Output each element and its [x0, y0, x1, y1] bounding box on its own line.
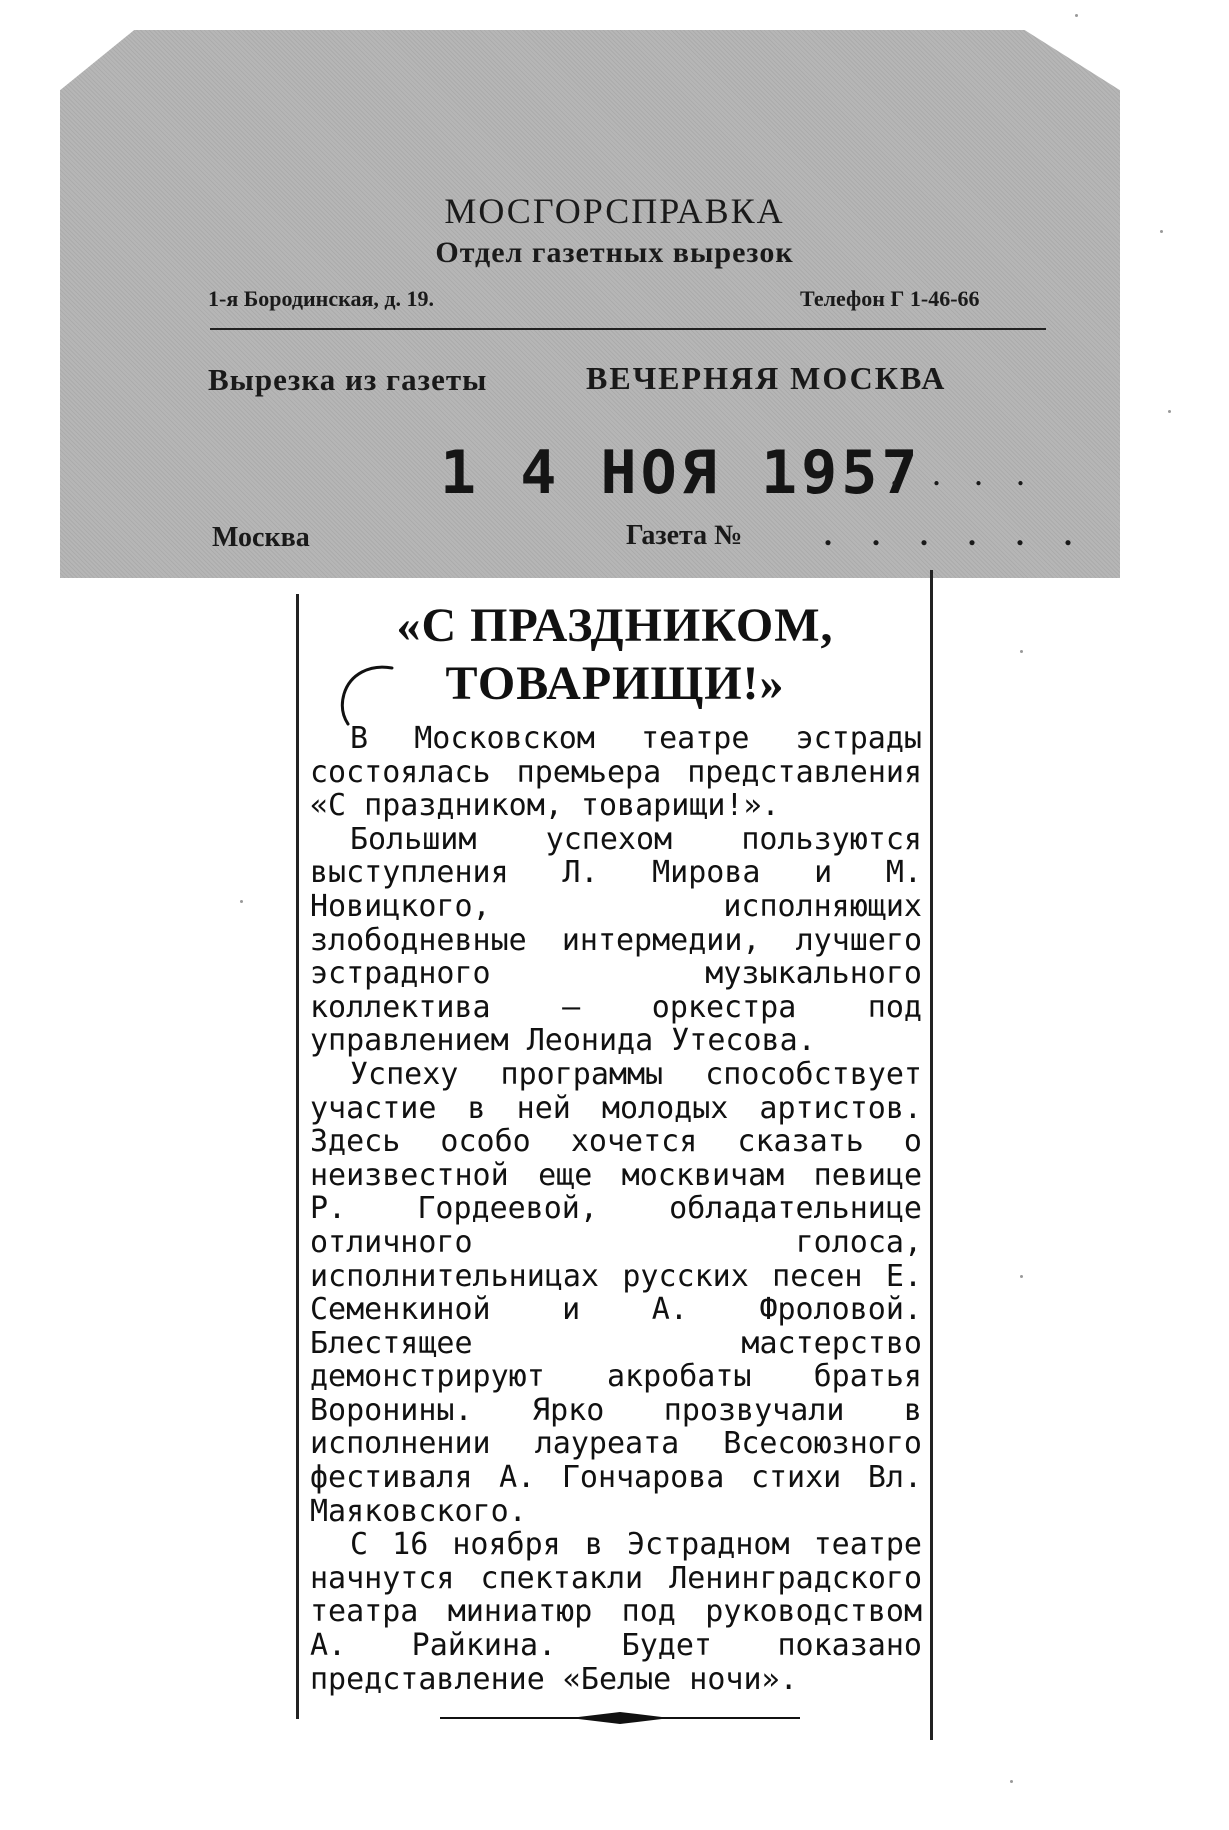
city-label: Москва: [212, 522, 310, 553]
scan-speck: [1075, 14, 1078, 17]
article-body: [310, 722, 922, 1696]
handwritten-pen-mark: [330, 660, 400, 730]
article-paragraph: С 16 ноября в Эстрадном театре начнутся спектакли Ленинградского театра миниатюр под руководством А. Райкина. Будет показано представление «Белые ночи».: [310, 1527, 922, 1697]
newspaper-name: ВЕЧЕРНЯЯ МОСКВА: [586, 360, 947, 396]
address: 1-я Бородинская, д. 19.: [208, 286, 434, 311]
org-name: МОСГОРСПРАВКА: [444, 191, 785, 231]
gazeta-number-dots: . . . . . .: [824, 516, 1088, 552]
article-paragraph: В Московском театре эстрады состоялась премьера представления «С праздником, товарищи!».: [310, 721, 922, 824]
gazeta-number-label: Газета №: [626, 520, 743, 551]
scan-speck: [240, 900, 243, 903]
column-left-rule: [296, 594, 299, 1719]
date-stamp: 1 4 НОЯ 1957: [440, 438, 922, 508]
date-stamp-dots: . . . .: [890, 453, 1037, 493]
column-right-rule: [930, 570, 933, 1740]
headline-line-2: ТОВАРИЩИ!»: [445, 657, 785, 710]
headline-line-1: «С ПРАЗДНИКОМ,: [396, 599, 834, 652]
scan-speck: [1020, 650, 1023, 653]
phone-number: Телефон Г 1-46-66: [800, 286, 980, 311]
clip-label: Вырезка из газеты: [208, 362, 488, 397]
article-paragraph: Большим успехом пользуются выступления Л. Мирова и М. Новицкого, исполняющих злободневные интермедии, лучшего эстрадного музыкального коллектива — оркестра под управлением Леонида Утесова.: [310, 821, 922, 1059]
end-of-article-ornament: [440, 1708, 800, 1728]
header-divider: [210, 328, 1046, 330]
scan-speck: [1168, 410, 1171, 413]
scan-speck: [1010, 1780, 1013, 1783]
scan-speck: [1020, 1275, 1023, 1278]
department-name: Отдел газетных вырезок: [435, 236, 794, 269]
article-paragraph: Успеху программы способствует участие в ней молодых артистов. Здесь особо хочется сказать о неизвестной еще москвичам певице Р. Гордеевой, обладательнице отличного голоса, исполнительницах русских песен Е. Семенкиной и А. Фроловой. Блестящее мастерство демонстрируют акробаты братья Воронины. Ярко прозвучали в исполнении лауреата Всесоюзного фестиваля А. Гончарова стихи Вл. Маяковского.: [310, 1056, 922, 1529]
